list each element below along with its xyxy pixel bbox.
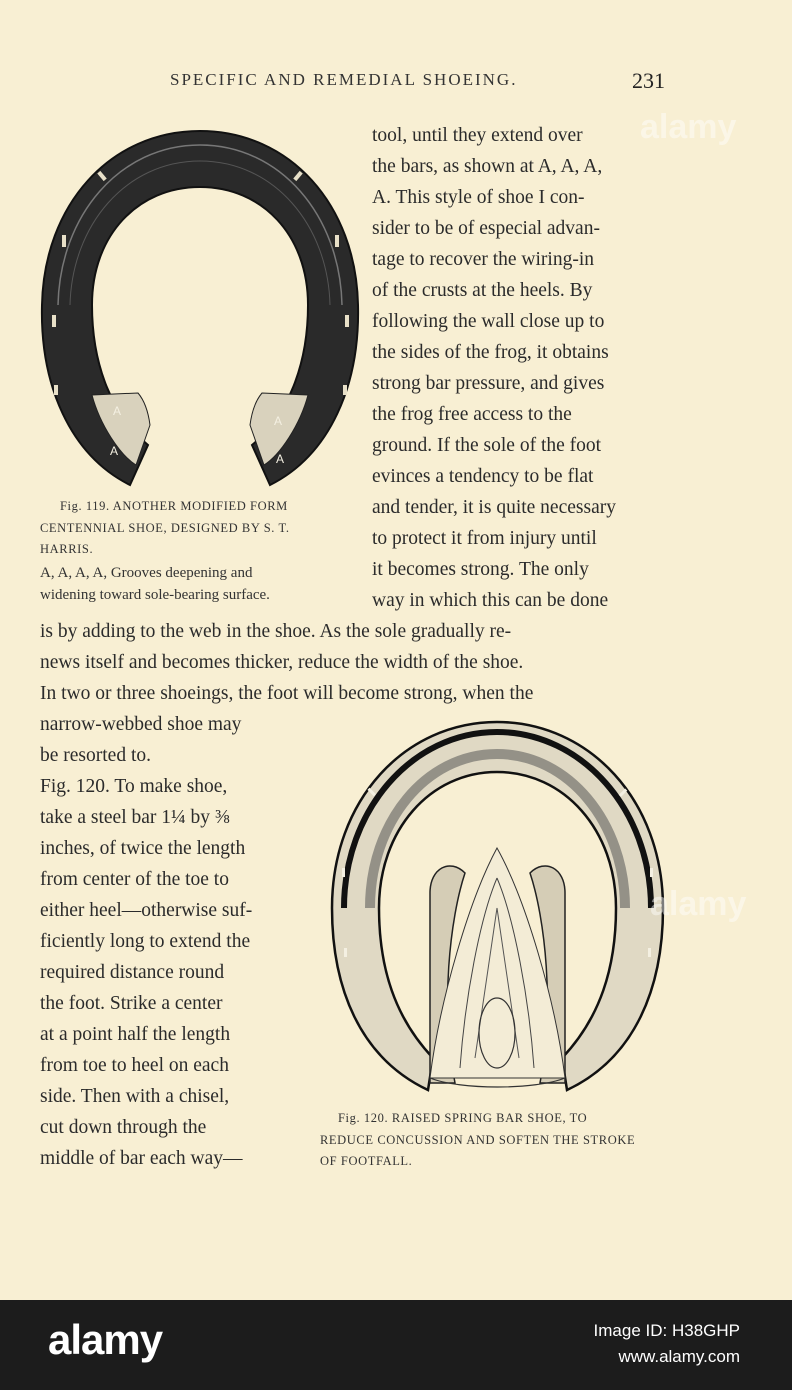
text-line: is by adding to the web in the shoe. As the sole gradually re-	[40, 621, 512, 642]
fig120-caption-line: Fig. 120. RAISED SPRING BAR SHOE, TO	[338, 1111, 588, 1125]
text-line: strong bar pressure, and gives	[372, 373, 605, 394]
text-line: sider to be of especial advan-	[372, 218, 600, 239]
fig119-legend-line: A, A, A, A, Grooves deepening and	[40, 565, 253, 581]
text-line: required distance round	[40, 962, 225, 983]
text-line: news itself and becomes thicker, reduce the width of the shoe.	[40, 652, 524, 673]
text-line: it becomes strong. The only	[372, 559, 589, 580]
text-line: A. This style of shoe I con-	[372, 187, 585, 208]
text-line: and tender, it is quite necessary	[372, 497, 616, 518]
fig120-caption-line: REDUCE CONCUSSION AND SOFTEN THE STROKE	[320, 1133, 636, 1147]
text-line: either heel—otherwise suf-	[40, 900, 253, 921]
text-line: ficiently long to extend the	[40, 931, 251, 952]
fig120-caption-line: OF FOOTFALL.	[320, 1154, 413, 1168]
mark-a-4: A	[276, 452, 285, 466]
watermark-overlay: alamy	[640, 108, 737, 146]
figure-120-spring-bar-shoe	[330, 718, 665, 1096]
site-url: www.alamy.com	[618, 1347, 740, 1366]
page-number: 231	[632, 68, 665, 93]
fig119-legend-line: widening toward sole-bearing surface.	[40, 587, 270, 603]
text-line: tage to recover the wiring-in	[372, 249, 594, 270]
text-line: ground. If the sole of the foot	[372, 435, 602, 456]
text-line: take a steel bar 1¼ by ⅜	[40, 807, 230, 828]
text-line: of the crusts at the heels. By	[372, 280, 593, 301]
text-line: In two or three shoeings, the foot will become strong, when the	[40, 683, 534, 704]
text-line: the bars, as shown at A, A, A,	[372, 156, 603, 177]
text-line: Fig. 120. To make shoe,	[40, 776, 228, 797]
text-line: the frog free access to the	[372, 404, 572, 425]
text-line: cut down through the	[40, 1117, 207, 1138]
fig119-caption-line: CENTENNIAL SHOE, DESIGNED BY S. T.	[40, 521, 290, 535]
fig119-caption-line: Fig. 119. ANOTHER MODIFIED FORM	[60, 499, 288, 513]
image-id-label: Image ID: H38GHP	[593, 1321, 740, 1340]
text-line: to protect it from injury until	[372, 528, 597, 549]
text-line: evinces a tendency to be flat	[372, 466, 594, 487]
mark-a-1: A	[113, 404, 122, 418]
text-line: from toe to heel on each	[40, 1055, 229, 1076]
text-line: inches, of twice the length	[40, 838, 246, 859]
figure-119-horseshoe	[40, 125, 360, 490]
text-line: be resorted to.	[40, 745, 152, 766]
alamy-logo: alamy	[48, 1316, 163, 1363]
text-line: from center of the toe to	[40, 869, 229, 890]
text-line: at a point half the length	[40, 1024, 231, 1045]
fig119-caption-line: HARRIS.	[40, 542, 94, 556]
text-line: side. Then with a chisel,	[40, 1086, 230, 1107]
text-line: middle of bar each way—	[40, 1148, 243, 1169]
text-line: way in which this can be done	[372, 590, 609, 611]
text-line: tool, until they extend over	[372, 125, 583, 146]
running-header: SPECIFIC AND REMEDIAL SHOEING.	[170, 70, 518, 89]
text-line: following the wall close up to	[372, 311, 605, 332]
text-line: the sides of the frog, it obtains	[372, 342, 609, 363]
watermark-overlay: alamy	[650, 885, 747, 923]
text-line: the foot. Strike a center	[40, 993, 223, 1014]
text-line: narrow-webbed shoe may	[40, 714, 242, 735]
mark-a-2: A	[110, 444, 119, 458]
mark-a-3: A	[274, 414, 283, 428]
